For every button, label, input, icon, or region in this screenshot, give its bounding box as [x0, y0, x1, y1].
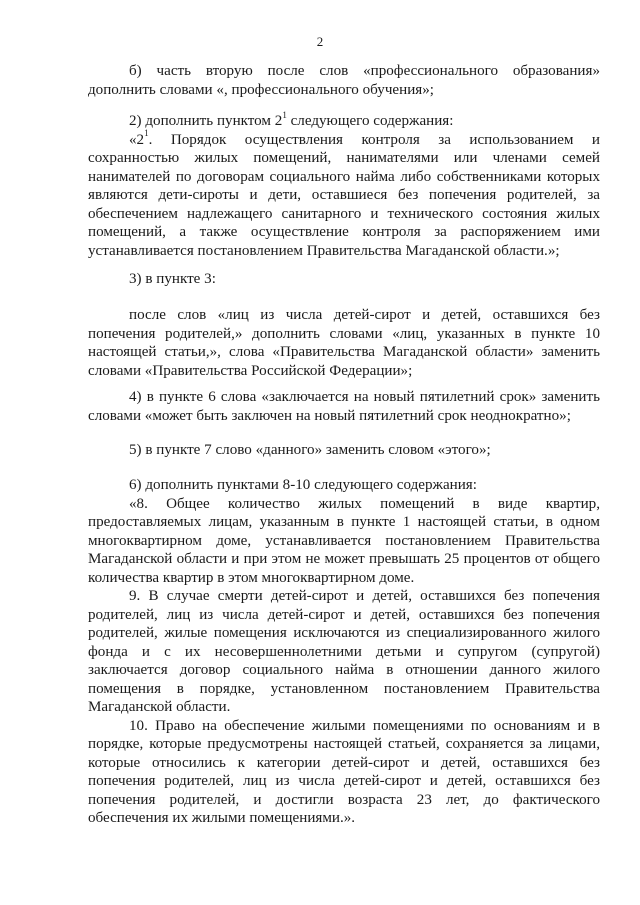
- paragraph-2-1-text: «$2^1$. Порядок осуществления контроля за использованием и сохранностью жилых помещений, нанимателями или членами семей нанимателей по договорам социального найма либо собственниками которых являются дети-сироты и дети, оставшиеся без попечения родителей, за обеспечением надлежащего санитарного и технического состояния жилых помещений, а также осуществление контроля за распоряжением ими устанавливается постановлением Правительства Магаданской области.»;: [88, 128, 600, 259]
- paragraph-item-2: [88, 109, 600, 260]
- paragraph-9-text: 9. В случае смерти детей-сирот и детей, оставшихся без попечения родителей, лиц из числа детей-сирот и детей, оставшихся без попечения родителей, жилые помещения исключаются из специализированного жилого фонда и с их несовершеннолетними детьми и супругом (супругой) заключается договор социального найма в отношении данного жилого помещения в порядке, установленном постановлением Правительства Магаданской области.: [88, 588, 600, 715]
- paragraph-text: после слов «лиц из числа детей-сирот и детей, оставшихся без попечения родителей,» дополнить словами «лиц, указанных в пункте 10 настоящей статьи,», слова «Правительства Магаданской области» заменить словами «Правительства Российской Федерации»;: [88, 307, 600, 379]
- paragraph-item-3-text: [88, 306, 600, 380]
- paragraph-item-5: [88, 441, 600, 460]
- paragraph-text: 4) в пункте 6 слова «заключается на новый пятилетний срок» заменить словами «может быть заключен на новый пятилетний срок неоднократно»;: [88, 389, 600, 424]
- paragraph-item-4: [88, 388, 600, 425]
- paragraph-10-text: 10. Право на обеспечение жилыми помещениями по основаниям и в порядке, которые предусмотрены настоящей статьей, сохраняется за лицами, которые относились к категории детей-сирот и детей, оставшихся без попечения родителей, лиц из числа детей-сирот и детей, оставшихся без попечения родителей, и достигли возраста 23 лет, до фактического обеспечения их жилыми помещениями.».: [88, 717, 600, 826]
- paragraph-8-text: «8. Общее количество жилых помещений в виде квартир, предоставляемых лицам, указанным в пункте 1 настоящей статьи, в одном многоквартирном доме, устанавливается постановлением Правительства Магаданской области и при этом не может превышать 25 процентов от общего количества квартир в этом многоквартирном доме.: [88, 495, 600, 586]
- paragraph-text: б) часть вторую после слов «профессионального образования» дополнить словами «, профессионального обучения»;: [88, 63, 600, 98]
- paragraph-item-b: [88, 62, 600, 99]
- paragraph-text: 3) в пункте 3:: [129, 271, 216, 287]
- paragraph-text: 5) в пункте 7 слово «данного» заменить словом «этого»;: [129, 442, 491, 458]
- paragraph-text: 6) дополнить пунктами 8-10 следующего содержания:: [129, 477, 477, 493]
- paragraph-item-6: [88, 476, 600, 828]
- page-number: 2: [316, 34, 324, 49]
- paragraph-text: 2) дополнить пунктом $2^1$ следующего содержания:: [129, 109, 454, 129]
- paragraph-item-3: [88, 270, 600, 289]
